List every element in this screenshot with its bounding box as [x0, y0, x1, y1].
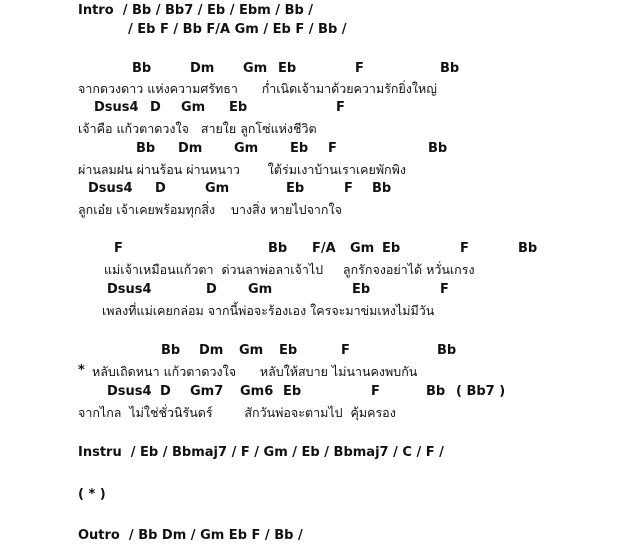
chord: Gm — [181, 100, 206, 115]
chord: Bb — [268, 241, 288, 256]
chord: Eb — [286, 181, 305, 196]
lyric-line: จากไกล ไม่ใช่ชั่วนิรันดร์ สักวันพ่อจะตามไป คุ้มครอง — [78, 405, 396, 420]
intro-line-1: Intro / Bb / Bb7 / Eb / Ebm / Bb / — [78, 3, 314, 18]
chord: Dm — [178, 141, 203, 156]
chord: F — [114, 241, 123, 256]
lyric-line: แม่เจ้าเหมือนแก้วตา ด่วนลาพ่อลาเจ้าไป ลูกรักจงอย่าได้ หวั่นเกรง — [104, 262, 475, 277]
chord: Gm6 — [240, 384, 274, 399]
chord: Dm — [190, 61, 215, 76]
outro-line: Outro / Bb Dm / Gm Eb F / Bb / — [78, 528, 303, 543]
chorus-marker: * — [78, 363, 85, 378]
chord: D — [155, 181, 166, 196]
chord: F — [371, 384, 380, 399]
chord: ( Bb7 ) — [456, 384, 506, 399]
lyric-line: หลับเถิดหนา แก้วตาดวงใจ หลับให้สบาย ไม่นานคงพบกัน — [92, 364, 418, 379]
chord: Eb — [290, 141, 309, 156]
chord: Gm — [243, 61, 268, 76]
chord: Gm — [239, 343, 264, 358]
chord: Dsus4 — [107, 384, 152, 399]
chord: Eb — [278, 61, 297, 76]
chord: Gm — [205, 181, 230, 196]
chord: Bb — [437, 343, 457, 358]
chord: F — [341, 343, 350, 358]
lyric-line: ลูกเอ๋ย เจ้าเคยพร้อมทุกสิ่ง บางสิ่ง หายไปจากใจ — [78, 202, 342, 217]
repeat-marker: ( * ) — [78, 487, 106, 502]
chord: Eb — [229, 100, 248, 115]
chord: Gm7 — [190, 384, 224, 399]
chord: F — [336, 100, 345, 115]
chord: Dsus4 — [88, 181, 133, 196]
chord: F — [355, 61, 364, 76]
lyric-line: เจ้าคือ แก้วตาดวงใจ สายใย ลูกโซ่แห่งชีวิต — [78, 121, 317, 136]
chord: F — [328, 141, 337, 156]
chord: Bb — [428, 141, 448, 156]
chord: Bb — [372, 181, 392, 196]
chord: Bb — [136, 141, 156, 156]
chord: Eb — [283, 384, 302, 399]
chord: Bb — [518, 241, 538, 256]
chord: F/A — [312, 241, 336, 256]
chord: Bb — [161, 343, 181, 358]
chord: Dm — [199, 343, 224, 358]
chord: Eb — [279, 343, 298, 358]
lyric-line: เพลงที่แม่เคยกล่อม จากนี้พ่อจะร้องเอง ใครจะมาข่มเหงไม่มีวัน — [102, 303, 435, 318]
chord: Dsus4 — [107, 282, 152, 297]
chord: Bb — [132, 61, 152, 76]
chord: F — [440, 282, 449, 297]
chord: D — [160, 384, 171, 399]
chord: F — [460, 241, 469, 256]
chord: Bb — [440, 61, 460, 76]
chord: Bb — [426, 384, 446, 399]
instru-line: Instru / Eb / Bbmaj7 / F / Gm / Eb / Bbmaj7 / C / F / — [78, 445, 444, 460]
lyric-line: จากดวงดาว แห่งความศรัทธา ก่ำเนิดเจ้ามาด้วยความรักยิ่งใหญ่ — [78, 81, 437, 96]
lyric-line: ผ่านลมฝน ผ่านร้อน ผ่านหนาว ใต้ร่มเงาบ้านเราเคยพักพิง — [78, 162, 406, 177]
chord: Dsus4 — [94, 100, 139, 115]
chord: Gm — [248, 282, 273, 297]
chord: Gm — [350, 241, 375, 256]
chord: Eb — [352, 282, 371, 297]
chord: Gm — [234, 141, 259, 156]
chord: D — [150, 100, 161, 115]
chord: Eb — [382, 241, 401, 256]
intro-line-2: / Eb F / Bb F/A Gm / Eb F / Bb / — [128, 22, 347, 37]
chord: D — [206, 282, 217, 297]
chord: F — [344, 181, 353, 196]
